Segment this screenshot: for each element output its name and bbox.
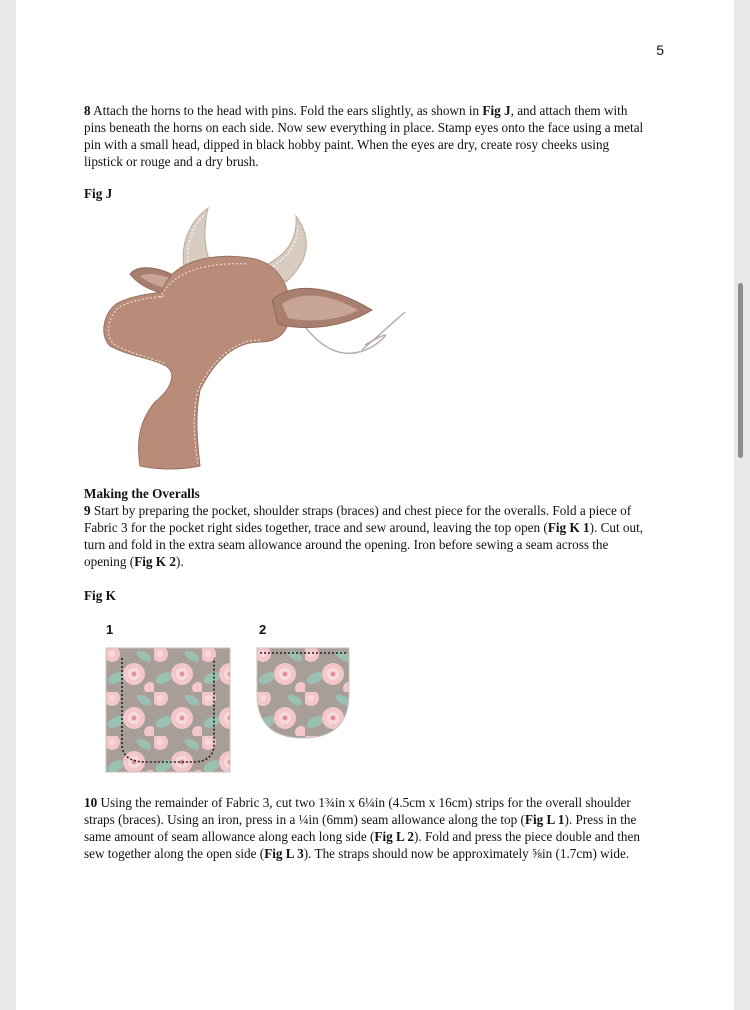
scrollbar-thumb[interactable]: [738, 283, 743, 458]
step-number: 10: [84, 795, 98, 810]
fig-k-label: Fig K: [84, 588, 116, 603]
step-number: 8: [84, 103, 91, 118]
fig-k1-fabric-square: [106, 648, 230, 772]
cow-head: [104, 256, 290, 469]
fig-k-sub-label-1: 1: [106, 622, 114, 637]
fig-k2-pocket: [257, 648, 349, 738]
step-number: 9: [84, 503, 91, 518]
fig-k-sub-label-2: 2: [259, 622, 267, 637]
step-8-paragraph: 8 Attach the horns to the head with pins. Fold the ears slightly, as shown in Fig J, and attach them with pins beneath the horns on each side. Now sew everything in place. Stamp eyes onto the face using a metal pin with a small head, dipped in black hobby paint. When the eyes are dry, create rosy cheeks using lipstick or rouge and a dry brush.: [84, 103, 644, 169]
fig-j-label: Fig J: [84, 186, 113, 201]
page-number: 5: [656, 42, 664, 58]
cow-head-illustration: [100, 200, 410, 472]
step-10-paragraph: 10 Using the remainder of Fabric 3, cut two 1¾in x 6¼in (4.5cm x 16cm) strips for the overall shoulder straps (braces). Using an iron, press in a ¼in (6mm) seam allowance along the top (Fig L 1). Press in the same amount of seam allowance along each long side (Fig L 2). Fold and press the piece double and then sew together along the open side (Fig L 3). The straps should now be approximately ⅝in (1.7cm) wide.: [84, 795, 640, 861]
step-9-paragraph: 9 Start by preparing the pocket, shoulder straps (braces) and chest piece for the overalls. Fold a piece of Fabric 3 for the pocket right sides together, trace and sew around, leaving the top open (Fig K 1). Cut out, turn and fold in the extra seam allowance around the opening. Iron before sewing a seam across the opening (Fig K 2).: [84, 503, 644, 569]
section-heading: Making the Overalls: [84, 486, 200, 501]
